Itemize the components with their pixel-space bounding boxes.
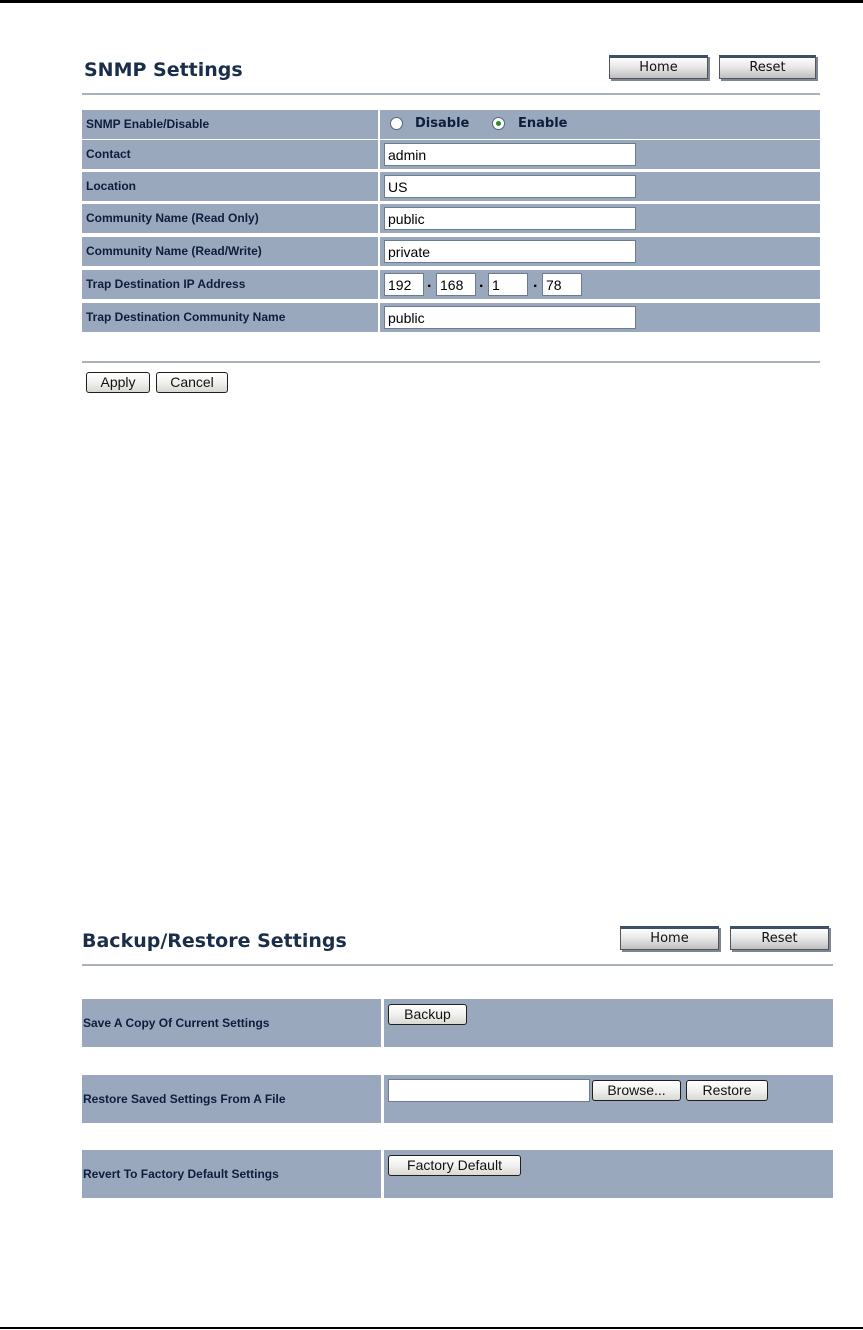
backup-save-row xyxy=(82,999,833,1047)
location-row xyxy=(82,172,820,201)
trap-ip-label: Trap Destination IP Address xyxy=(82,270,378,299)
backup-home-button[interactable]: Home xyxy=(620,926,719,950)
restore-file-input[interactable] xyxy=(388,1079,590,1102)
restore-row xyxy=(82,1075,833,1123)
factory-default-button[interactable]: Factory Default xyxy=(388,1155,521,1176)
cancel-button[interactable]: Cancel xyxy=(156,372,228,393)
snmp-disable-label: Disable xyxy=(415,116,470,131)
trap-community-input[interactable] xyxy=(384,306,636,329)
community-ro-label: Community Name (Read Only) xyxy=(82,204,378,233)
community-rw-row xyxy=(82,237,820,266)
snmp-footer-divider xyxy=(82,361,820,363)
community-ro-input[interactable] xyxy=(384,207,636,230)
location-input[interactable] xyxy=(384,175,636,198)
trap-ip-octet-3[interactable] xyxy=(488,273,528,296)
contact-input[interactable] xyxy=(384,143,636,166)
snmp-enable-radio[interactable] xyxy=(492,117,505,130)
backup-button[interactable]: Backup xyxy=(388,1004,467,1025)
location-label: Location xyxy=(82,172,378,201)
backup-header-divider xyxy=(82,964,833,966)
backup-page-title: Backup/Restore Settings xyxy=(82,930,347,952)
trap-community-label: Trap Destination Community Name xyxy=(82,303,378,332)
community-rw-input[interactable] xyxy=(384,240,636,263)
browse-button[interactable]: Browse... xyxy=(592,1080,681,1101)
snmp-enable-label-text: Enable xyxy=(518,116,568,131)
snmp-reset-button[interactable]: Reset xyxy=(719,55,816,79)
snmp-home-button[interactable]: Home xyxy=(609,55,708,79)
backup-reset-button[interactable]: Reset xyxy=(730,926,829,950)
top-border xyxy=(0,0,863,3)
factory-default-row xyxy=(82,1150,833,1198)
community-rw-label: Community Name (Read/Write) xyxy=(82,237,378,266)
contact-row xyxy=(82,140,820,169)
snmp-page-title: SNMP Settings xyxy=(84,59,243,81)
snmp-enable-row xyxy=(82,110,820,139)
community-ro-row xyxy=(82,204,820,233)
snmp-header-divider xyxy=(82,93,820,95)
ip-separator: . xyxy=(427,274,432,291)
bottom-border xyxy=(0,1327,863,1329)
ip-separator: . xyxy=(533,274,538,291)
trap-ip-octet-4[interactable] xyxy=(542,273,582,296)
restore-button[interactable]: Restore xyxy=(686,1080,768,1101)
snmp-enable-label: SNMP Enable/Disable xyxy=(82,110,378,139)
backup-save-label: Save A Copy Of Current Settings xyxy=(82,999,381,1047)
trap-ip-octet-2[interactable] xyxy=(436,273,476,296)
restore-label: Restore Saved Settings From A File xyxy=(82,1075,381,1123)
ip-separator: . xyxy=(479,274,484,291)
snmp-disable-radio[interactable] xyxy=(390,117,403,130)
apply-button[interactable]: Apply xyxy=(86,372,150,393)
trap-community-row xyxy=(82,303,820,332)
trap-ip-row xyxy=(82,270,820,299)
trap-ip-octet-1[interactable] xyxy=(384,273,424,296)
factory-default-label: Revert To Factory Default Settings xyxy=(82,1150,381,1198)
contact-label: Contact xyxy=(82,140,378,169)
